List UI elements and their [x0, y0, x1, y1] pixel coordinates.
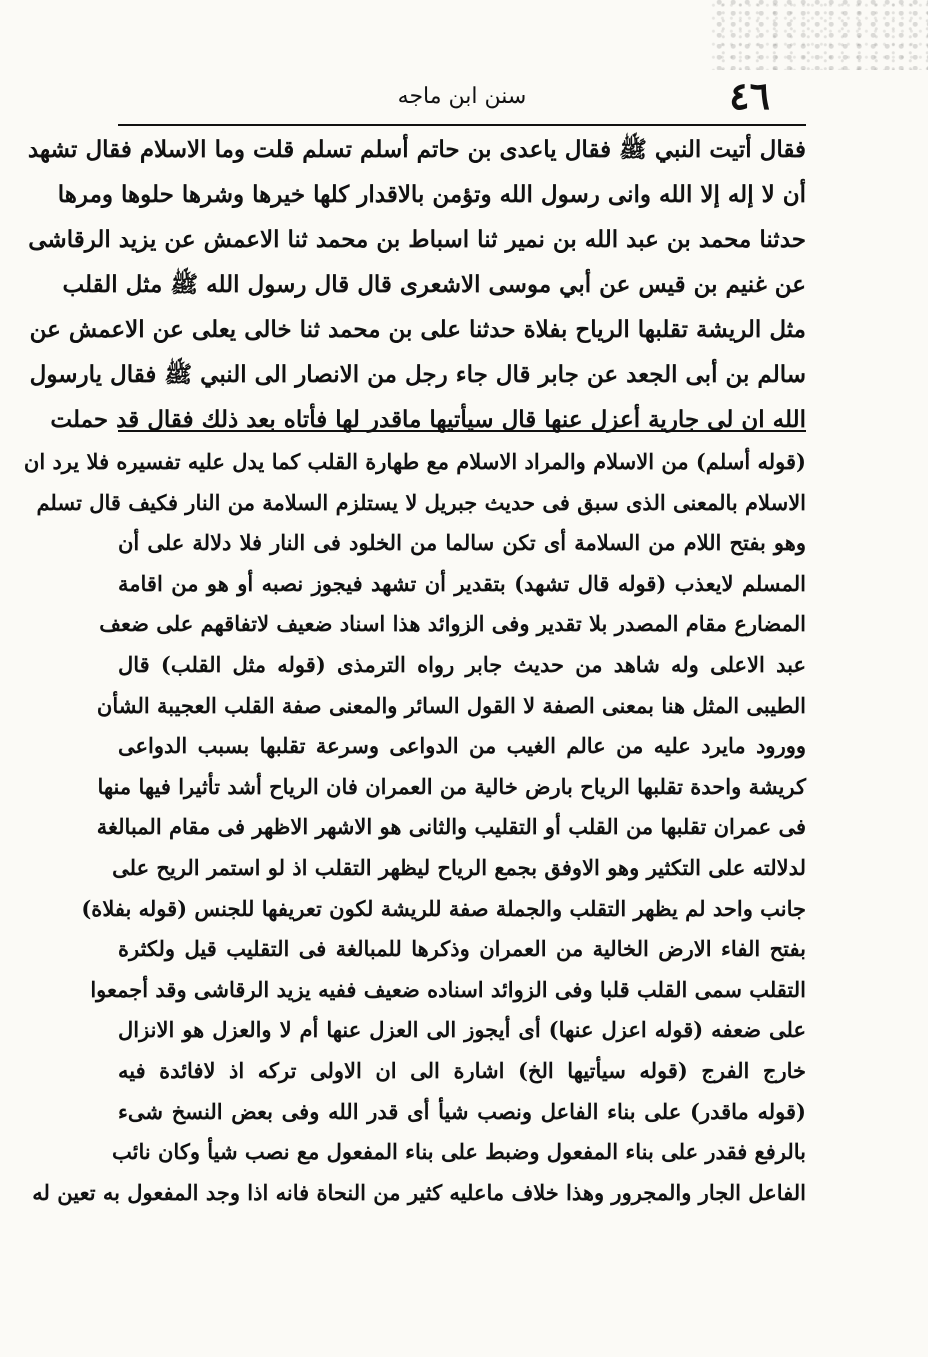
- hadith-line: حدثنا محمد بن عبد الله بن نمير ثنا اسباط بن محمد ثنا الاعمش عن يزيد الرقاشى: [28, 226, 806, 253]
- hadith-line: عن غنيم بن قيس عن أبي موسى الاشعرى قال قال رسول الله ﷺ مثل القلب: [62, 271, 806, 298]
- commentary-block: [23, 442, 806, 1213]
- hadith-line: أن لا إله إلا الله وانى رسول الله وتؤمن بالاقدار كلها خيرها وشرها حلوها ومرها: [57, 181, 806, 208]
- hadith-line: سالم بن أبى الجعد عن جابر قال جاء رجل من الانصار الى النبي ﷺ فقال يارسول: [29, 361, 806, 388]
- commentary-line: وهو بفتح اللام من السلامة أى تكن سالما من الخلود فى النار فلا دلالة على أن: [118, 530, 806, 556]
- commentary-line: عبد الاعلى وله شاهد من حديث جابر رواه الترمذى (قوله مثل القلب) قال: [118, 651, 806, 677]
- commentary-line: بفتح الفاء الارض الخالية من العمران وذكرها للمبالغة فى التقليب قيل ولكثرة: [118, 936, 806, 962]
- commentary-line: فى عمران تقلبها من القلب أو التقليب والثانى هو الاشهر الاظهر فى مقام المبالغة: [96, 814, 806, 840]
- page-number: ٤٦: [729, 73, 770, 118]
- commentary-line: جانب واحد لم يظهر التقلب والجملة صفة للريشة لكون تعريفها للجنس (قوله بفلاة): [81, 895, 806, 921]
- hadith-text-block: [27, 127, 806, 442]
- running-title: سنن ابن ماجه: [397, 84, 527, 109]
- commentary-line: خارج الفرج (قوله سيأتيها الخ) اشارة الى ان الاولى تركه اذ لافائدة فيه: [118, 1057, 806, 1083]
- commentary-line: (قوله ماقدر) على بناء الفاعل ونصب شيأ أى قدر الله وفى بعض النسخ شىء: [118, 1098, 806, 1124]
- scan-noise: [708, 0, 928, 70]
- hadith-line: مثل الريشة تقلبها الرياح بفلاة حدثنا على بن محمد ثنا خالى يعلى عن الاعمش عن: [29, 316, 806, 343]
- commentary-line: الاسلام بالمعنى الذى سبق فى حديث جبريل لا يستلزم السلامة من النار فكيف قال تسلم: [36, 489, 806, 515]
- commentary-line: التقلب سمى القلب قلبا وفى الزوائد اسناده ضعيف ففيه يزيد الرقاشى وقد أجمعوا: [90, 976, 806, 1002]
- hadith-line: فقال أتيت النبي ﷺ فقال ياعدى بن حاتم أسلم تسلم قلت وما الاسلام فقال تشهد: [27, 136, 806, 163]
- commentary-line: وورود مايرد عليه من عالم الغيب من الدواعى وسرعة تقلبها بسبب الدواعى: [118, 733, 806, 759]
- commentary-line: الطيبى المثل هنا بمعنى الصفة لا القول السائر والمعنى صفة القلب العجيبة الشأن: [96, 692, 806, 718]
- page-header: [118, 70, 806, 126]
- commentary-line: كريشة واحدة تقلبها الرياح بارض خالية من العمران فان الرياح أشد تأثيرا فيها منها: [97, 773, 806, 799]
- commentary-line: لدلالته على التكثير وهو الاوفق بجمع الرياح ليظهر التقلب اذ لو استمر الريح على: [112, 854, 806, 880]
- commentary-line: المضارع مقام المصدر بلا تقدير وفى الزوائد هذا اسناد ضعيف لاتفاقهم على ضعف: [99, 611, 806, 637]
- commentary-line: الفاعل الجار والمجرور وهذا خلاف ماعليه كثير من النحاة فانه اذا وجد المفعول به تعين له: [32, 1179, 806, 1205]
- commentary-line: (قوله أسلم) من الاسلام والمراد الاسلام مع طهارة القلب كما يدل عليه تفسيره فلا يرد ان: [23, 449, 806, 474]
- section-divider: [118, 430, 806, 432]
- commentary-line: بالرفع فقدر على بناء المفعول وضبط على بناء المفعول مع نصب شيأ وكان نائب: [111, 1139, 806, 1165]
- hadith-line: الله ان لى جارية أعزل عنها قال سيأتيها ماقدر لها فأتاه بعد ذلك فقال قد حملت: [50, 406, 806, 433]
- commentary-line: على ضعفه (قوله اعزل عنها) أى أيجوز الى العزل عنها أم لا والعزل هو الانزال: [118, 1017, 806, 1043]
- commentary-line: المسلم لايعذب (قوله قال تشهد) بتقدير أن تشهد فيجوز نصبه أو هو من اقامة: [118, 570, 806, 596]
